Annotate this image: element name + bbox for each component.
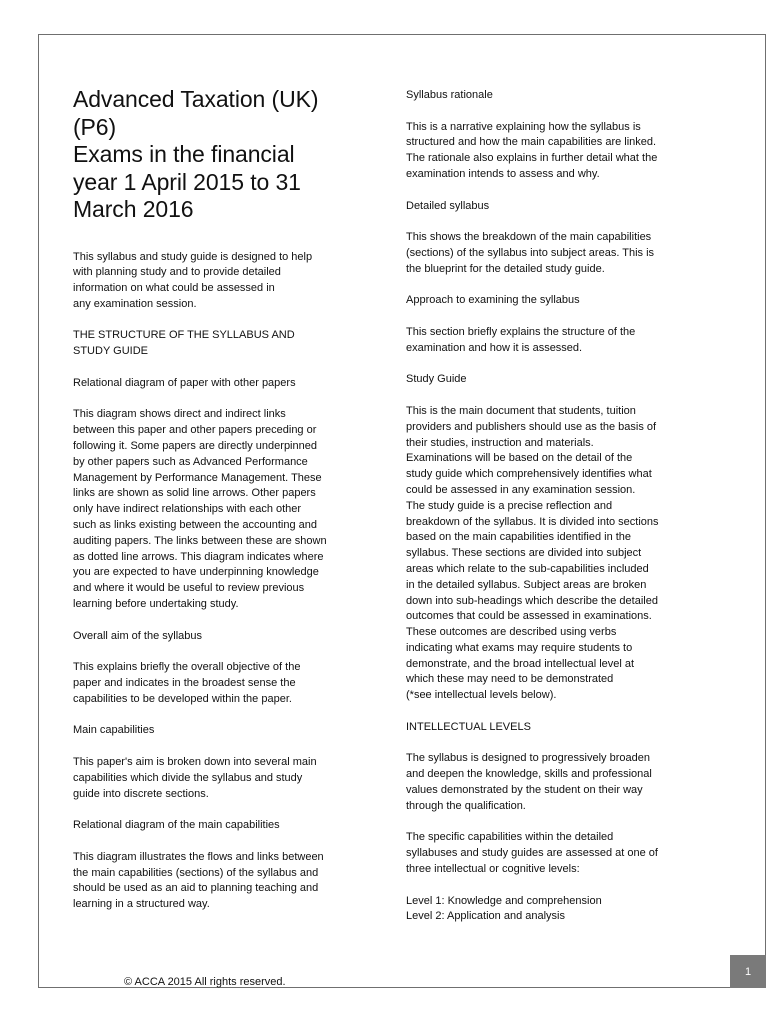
relational-main-capabilities-paragraph: This diagram illustrates the flows and links between the main capabilities (sections) of the syllabus and should be used as an aid to planning teaching and learning in a structured way. xyxy=(73,850,324,911)
study-guide-heading: Study Guide xyxy=(406,373,467,386)
intellectual-levels-paragraph-1: The syllabus is designed to progressively broaden and deepen the knowledge, skills and professional values demonstrated by the student on their way through the qualification. xyxy=(406,752,652,812)
intro-paragraph: This syllabus and study guide is designed to help with planning study and to provide detailed information on what could be assessed in any examination session. xyxy=(73,250,313,310)
title-line: March 2016 xyxy=(73,196,194,222)
intellectual-levels-paragraph-2: The specific capabilities within the detailed syllabuses and study guides are assessed at one of three intellectual or cognitive levels: xyxy=(406,831,658,876)
title-line: Exams in the financial xyxy=(73,141,295,167)
left-column xyxy=(73,86,365,913)
approach-heading: Approach to examining the syllabus xyxy=(406,294,580,307)
detailed-syllabus-heading: Detailed syllabus xyxy=(406,199,490,212)
document-title xyxy=(73,86,365,224)
relational-diagram-paragraph: This diagram shows direct and indirect links between this paper and other papers preceding or following it. Some papers are directly underpinned by other papers such as Advanced Performance Management by Performance Management. These links are shown as solid line arrows. Other papers only have indirect relationships with each other such as links existing between the accounting and auditing papers. The links between these are shown as dotted line arrows. This diagram indicates where you are expected to have underpinning knowledge and where it would be useful to review previous learning before undertaking study. xyxy=(73,408,327,611)
level-list xyxy=(406,894,698,926)
page-number-tab xyxy=(730,955,766,988)
title-line: Advanced Taxation (UK) xyxy=(73,86,319,112)
study-guide-paragraph: This is the main document that students, tuition providers and publishers should use as the basis of their studies, instruction and materials. Examinations will be based on the detail of the study guide which comprehensively identifies what could be assessed in any examination session. The study guide is a precise reflection and breakdown of the syllabus. It is divided into sections based on the main capabilities identified in the syllabus. These sections are divided into subject areas which relate to the sub-capabilities included in the detailed syllabus. Subject areas are broken down into sub-headings which describe the detailed outcomes that could be assessed in examinations. These outcomes are described using verbs indicating what exams may require students to demonstrate, and the broad intellectual level at which these may need to be demonstrated (*see intellectual levels below). xyxy=(406,404,659,702)
syllabus-rationale-paragraph: This is a narrative explaining how the syllabus is structured and how the main capabilities are linked. The rationale also explains in further detail what the examination intends to assess and why. xyxy=(406,120,658,180)
level-item: Level 1: Knowledge and comprehension xyxy=(406,894,602,907)
approach-paragraph: This section briefly explains the structure of the examination and how it is assessed. xyxy=(406,325,636,354)
relational-diagram-heading: Relational diagram of paper with other papers xyxy=(73,376,296,389)
structure-heading: THE STRUCTURE OF THE SYLLABUS AND STUDY GUIDE xyxy=(73,329,295,358)
syllabus-rationale-heading: Syllabus rationale xyxy=(406,89,493,101)
title-line: year 1 April 2015 to 31 xyxy=(73,168,301,195)
overall-aim-heading: Overall aim of the syllabus xyxy=(73,629,202,642)
title-line: (P6) xyxy=(73,113,117,140)
overall-aim-paragraph: This explains briefly the overall objective of the paper and indicates in the broadest sense the capabilities to be developed within the paper. xyxy=(73,661,301,705)
intellectual-levels-heading: INTELLECTUAL LEVELS xyxy=(406,720,531,733)
copyright-footer: © ACCA 2015 All rights reserved. xyxy=(124,976,286,988)
main-capabilities-heading: Main capabilities xyxy=(73,724,155,737)
main-capabilities-paragraph: This paper's aim is broken down into several main capabilities which divide the syllabus and study guide into discrete sections. xyxy=(73,756,317,800)
relational-main-capabilities-heading: Relational diagram of the main capabilities xyxy=(73,819,280,832)
right-column xyxy=(406,88,698,925)
level-item: Level 2: Application and analysis xyxy=(406,910,565,923)
detailed-syllabus-paragraph: This shows the breakdown of the main capabilities (sections) of the syllabus into subject areas. This is the blueprint for the detailed study guide. xyxy=(406,231,655,275)
page-number: 1 xyxy=(744,965,752,978)
